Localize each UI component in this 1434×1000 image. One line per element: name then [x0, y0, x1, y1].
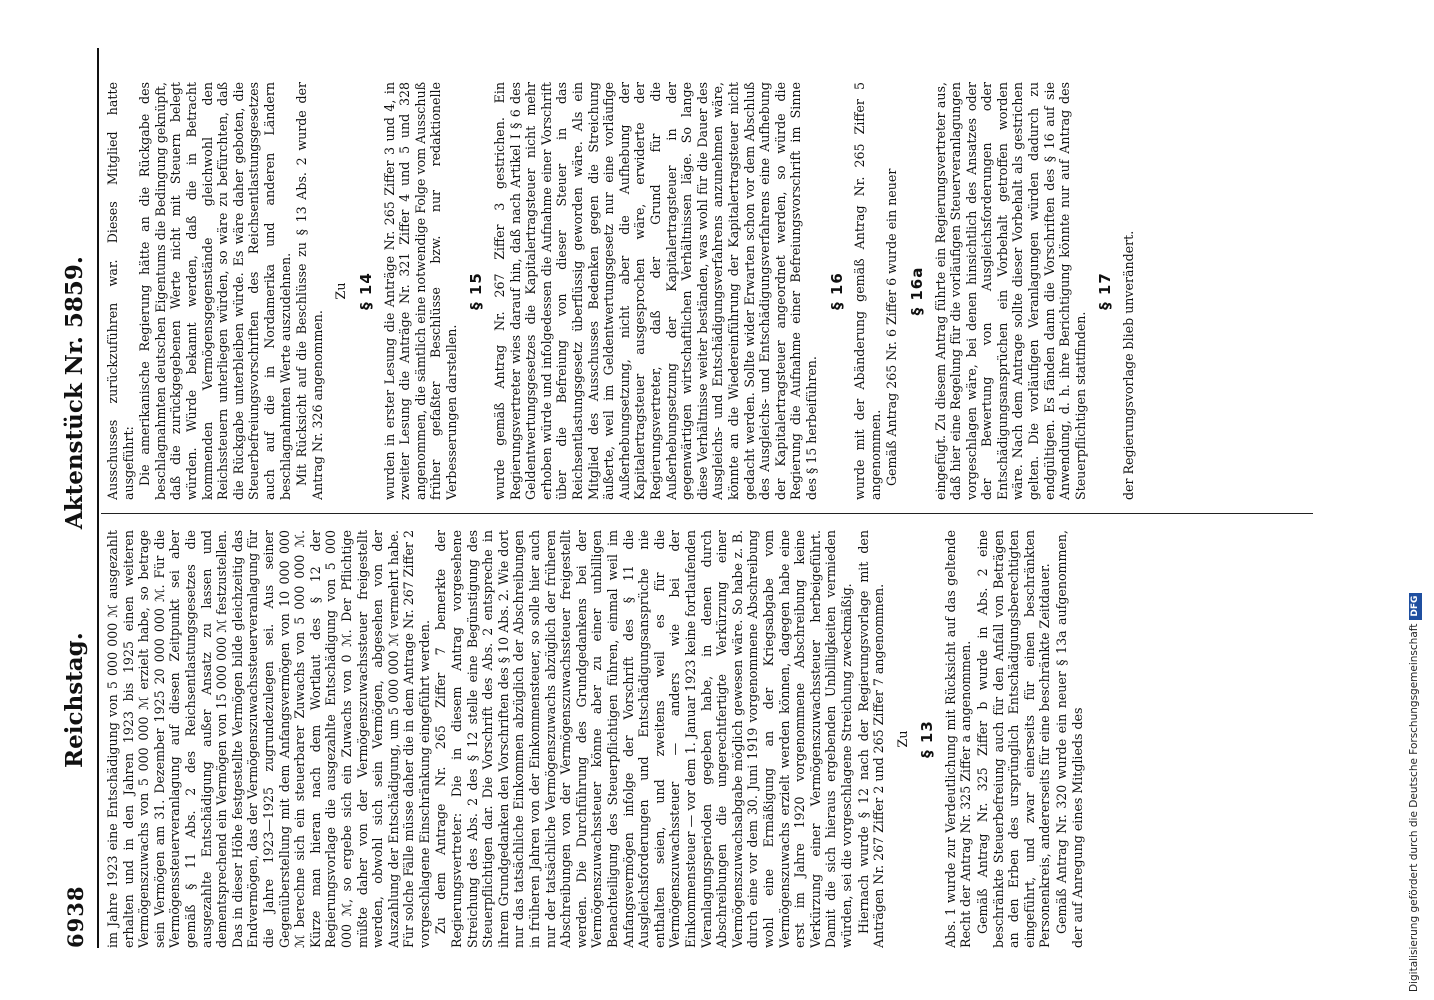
paragraph: wurde gemäß Antrag Nr. 267 Ziffer 3 gestrichen. Ein Regierungsvertreter wies darauf hin, daß nach Artikel I § 6 des Geldentwertungsgesetzes die Kapitalertragsteuer nicht mehr erhoben würde und infolgedessen die Aufnahme einer Vorschrift über die Befreiung von dieser Steuer in das Reichsentlastungsgesetz überflüssig geworden wäre. Als ein Mitglied des Ausschusses Bedenken gegen die Streichung äußerte, weil im Geldentwertungsgesetz nur eine vorläufige Außerhebungsetzung, nicht aber die Aufhebung der Kapitalertragsteuer ausgesprochen wäre, erwiderte der Regierungsvertreter, daß der Grund für die Außerhebungsetzung der Kapitalertragsteuer in der gegenwärtigen wirtschaftlichen Verhältnissen läge. So lange diese Verhältnisse weiter beständen, was wohl für die Dauer des Ausgleichs- und Entschädigungsverfahrens anzunehmen wäre, könnte an die Wiedereinführung der Kapitalertragsteuer nicht gedacht werden. Sollte wider Erwarten schon vor dem Abschluß des Ausgleichs- und Entschädigungsverfahrens eine Aufhebung der Kapitalertragsteuer angeordnet werden, so würde die Regierung die Aufnahme einer Befreiungsvorschrift im Sinne des § 15 herbeiführen.: [492, 82, 819, 500]
paragraph: Abs. 1 wurde zur Verdeutlichung mit Rücksicht auf das geltende Recht der Antrag Nr. 325 Ziffer a angenommen.: [942, 530, 974, 948]
digitization-label: Digitalisierung gefördert durch die Deutsche Forschungsgemeinschaft: [1408, 623, 1420, 992]
document-page: [55, 48, 1317, 948]
section-heading: § 14: [356, 272, 375, 310]
paragraph: Hiernach wurde § 12 nach der Regierungsvorlage mit den Anträgen Nr. 267 Ziffer 2 und 265 Ziffer 7 angenommen.: [855, 530, 887, 948]
paragraph: der Regierungsvorlage blieb unverändert.: [1121, 230, 1137, 500]
paragraph: im Jahre 1923 eine Entschädigung von 5 000 000 ℳ ausgezahlt erhalten und in den Jahren 1923 bis 1925 einen weiteren Vermögenszuwachs von 5 000 000 ℳ erzielt habe, so betrage sein Vermögen am 31. Dezember 1925 20 000 000 ℳ. Für die Vermögenssteuerveranlagung auf diesen Zeitpunkt sei aber gemäß § 11 Abs. 2 des Reichsentlastungsgesetzes die ausgezahlte Entschädigung außer Ansatz zu lassen und dementsprechend ein Vermögen von 15 000 000 ℳ festzustellen. Das in dieser Höhe festgestellte Vermögen bilde gleichzeitig das Endvermögen, das der Vermögenszuwachssteuerveranlagung für die Jahre 1923—1925 zugrundezulegen sei. Aus seiner Gegenüberstellung mit dem Anfangsvermögen von 10 000 000 ℳ berechne sich ein steuerbarer Zuwachs von 5 000 000 ℳ. Kürze man hieran nach dem Wortlaut des § 12 der Regierungsvorlage die ausgezahlte Entschädigung von 5 000 000 ℳ, so ergebe sich ein Zuwachs von 0 ℳ. Der Pflichtige müßte daher von der Vermögenszuwachssteuer freigestellt werden, obwohl sich sein Vermögen, abgesehen von der Auszahlung der Entschädigung, um 5 000 000 ℳ vermehrt habe. Für solche Fälle müsse daher die in dem Antrage Nr. 267 Ziffer 2 vorgeschlagene Einschränkung eingeführt werden.: [105, 530, 432, 948]
section-heading: § 15: [467, 272, 486, 310]
digitization-text: [1405, 8, 1423, 992]
right-column: [105, 82, 1310, 500]
zu-label: Zu: [894, 730, 910, 748]
paragraph: Gemäß Antrag Nr. 325 Ziffer b wurde in Abs. 2 eine beschränkte Steuerbefreiung auch für den Anfall von Beträgen an den Erben des ursprünglich Entschädigungsberechtigten eingeführt, und zwar einerseits für einen beschränkten Personenkreis, andererseits für eine beschränkte Zeitdauer.: [975, 530, 1053, 948]
paragraph: Gemäß Antrag Nr. 320 wurde ein neuer § 13a aufgenommen, der auf Anregung eines Mitglieds des: [1054, 530, 1085, 948]
header-rule: [97, 48, 99, 948]
paragraph: wurde mit der Abänderung gemäß Antrag Nr. 265 Ziffer 5 angenommen.: [852, 82, 883, 500]
zu-label: Zu: [333, 282, 349, 300]
dfg-logo: DFG: [1409, 593, 1422, 620]
section-heading: § 13: [918, 720, 937, 758]
header-title: [61, 256, 88, 768]
left-column: [105, 530, 1310, 948]
page-header: [55, 48, 97, 948]
column-divider: [101, 513, 1313, 514]
paragraph: eingefügt. Zu diesem Antrag führte ein Regierungsvertreter aus, daß hier eine Regelung für die vorläufigen Steuerveranlagungen vorgeschlagen wäre, bei denen hinsichtlich des Ansatzes oder der Bewertung von Ausgleichsforderungen oder Entschädigungsansprüchen ein Vorbehalt getroffen worden wäre. Nach dem Antrage sollte dieser Vorbehalt als gestrichen gelten. Die vorläufigen Veranlagungen würden dadurch zu endgültigen. Es fänden dann die Vorschriften des § 16 auf sie Anwendung, d. h. ihre Berichtigung könnte nur auf Antrag des Steuerpflichtigen stattfinden.: [932, 82, 1088, 500]
digitization-note: [1405, 8, 1423, 992]
paragraph: Die amerikanische Regierung hätte an die Rückgabe des beschlagnahmten deutschen Eigentums die Bedingung geknüpft, daß die zurückgegebenen Werte nicht mit Steuern belegt würden. Würde bekannt werden, daß die in Betracht kommenden Vermögensgegenstände gleichwohl den Reichssteuern unterliegen würden, so wäre zu befürchten, daß die Rückgabe unterbleiben würde. Es wäre daher geboten, die Steuerbefreiungsvorschriften des Reichsentlastungsgesetzes auch auf die in Nordamerika und anderen Ländern beschlagnahmten Werte auszudehnen.: [137, 82, 293, 500]
section-heading: § 17: [1096, 272, 1115, 310]
section-heading: § 16a: [907, 266, 926, 316]
header-org: Reichstag.: [61, 632, 88, 768]
paragraph: Zu dem Antrage Nr. 265 Ziffer 7 bemerkte der Regierungsvertreter: Die in diesem Antrag vorgesehene Streichung des Abs. 2 des § 12 stelle eine Begünstigung des Steuerpflichtigen dar. Die Vorschrift des Abs. 2 entspreche in ihrem Grundgedanken den Vorschriften des § 10 Abs. 2. Wie dort nur das tatsächliche Einkommen abzüglich der Abschreibungen in früheren Jahren von der Einkommensteuer, so solle hier auch nur der tatsächliche Vermögenszuwachs abzüglich der früheren Abschreibungen von der Vermögenszuwachssteuer freigestellt werden. Die Durchführung des Grundgedankens bei der Vermögenszuwachssteuer könne aber zu einer unbilligen Benachteiligung des Steuerpflichtigen führen, einmal weil im Anfangsvermögen infolge der Vorschrift des § 11 die Ausgleichsforderungen und Entschädigungsansprüche nie enthalten seien, und zweitens weil es für die Vermögenszuwachssteuer — anders wie bei der Einkommensteuer — vor dem 1. Januar 1923 keine fortlaufenden Veranlagungsperioden gegeben habe, in denen durch Abschreibungen die ungerechtfertigte Verkürzung einer Vermögenszuwachsabgabe möglich gewesen wäre. So habe z. B. durch eine vor dem 30. Juni 1919 vorgenommene Abschreibung wohl eine Ermäßigung an der Kriegsabgabe vom Vermögenszuwachs erzielt werden können, dagegen habe eine erst im Jahre 1920 vorgenommene Abschreibung keine Verkürzung einer Vermögenszuwachssteuer herbeigeführt. Damit die sich hieraus ergebenden Unbilligkeiten vermieden würden, sei die vorgeschlagene Streichung zweckmäßig.: [433, 530, 854, 948]
section-heading: § 16: [827, 272, 846, 310]
page-number: 6938: [63, 885, 88, 948]
paragraph: wurden in erster Lesung die Anträge Nr. 265 Ziffer 3 und 4, in zweiter Lesung die Anträge Nr. 321 Ziffer 4 und 5 und 328 angenommen, die sämtlich eine notwendige Folge vom Ausschuß früher gefaßter Beschlüsse bzw. nur redaktionelle Verbesserungen darstellen.: [381, 82, 459, 500]
paragraph: Ausschusses zurückzuführen war. Dieses Mitglied hatte ausgeführt:: [105, 82, 136, 500]
paragraph: Mit Rücksicht auf die Beschlüsse zu § 13 Abs. 2 wurde der Antrag Nr. 326 angenommen.: [294, 82, 325, 500]
paragraph: Gemäß Antrag 265 Nr. 6 Ziffer 6 wurde ein neuer: [884, 168, 900, 486]
header-document-number: Aktenstück Nr. 5859.: [61, 256, 88, 530]
